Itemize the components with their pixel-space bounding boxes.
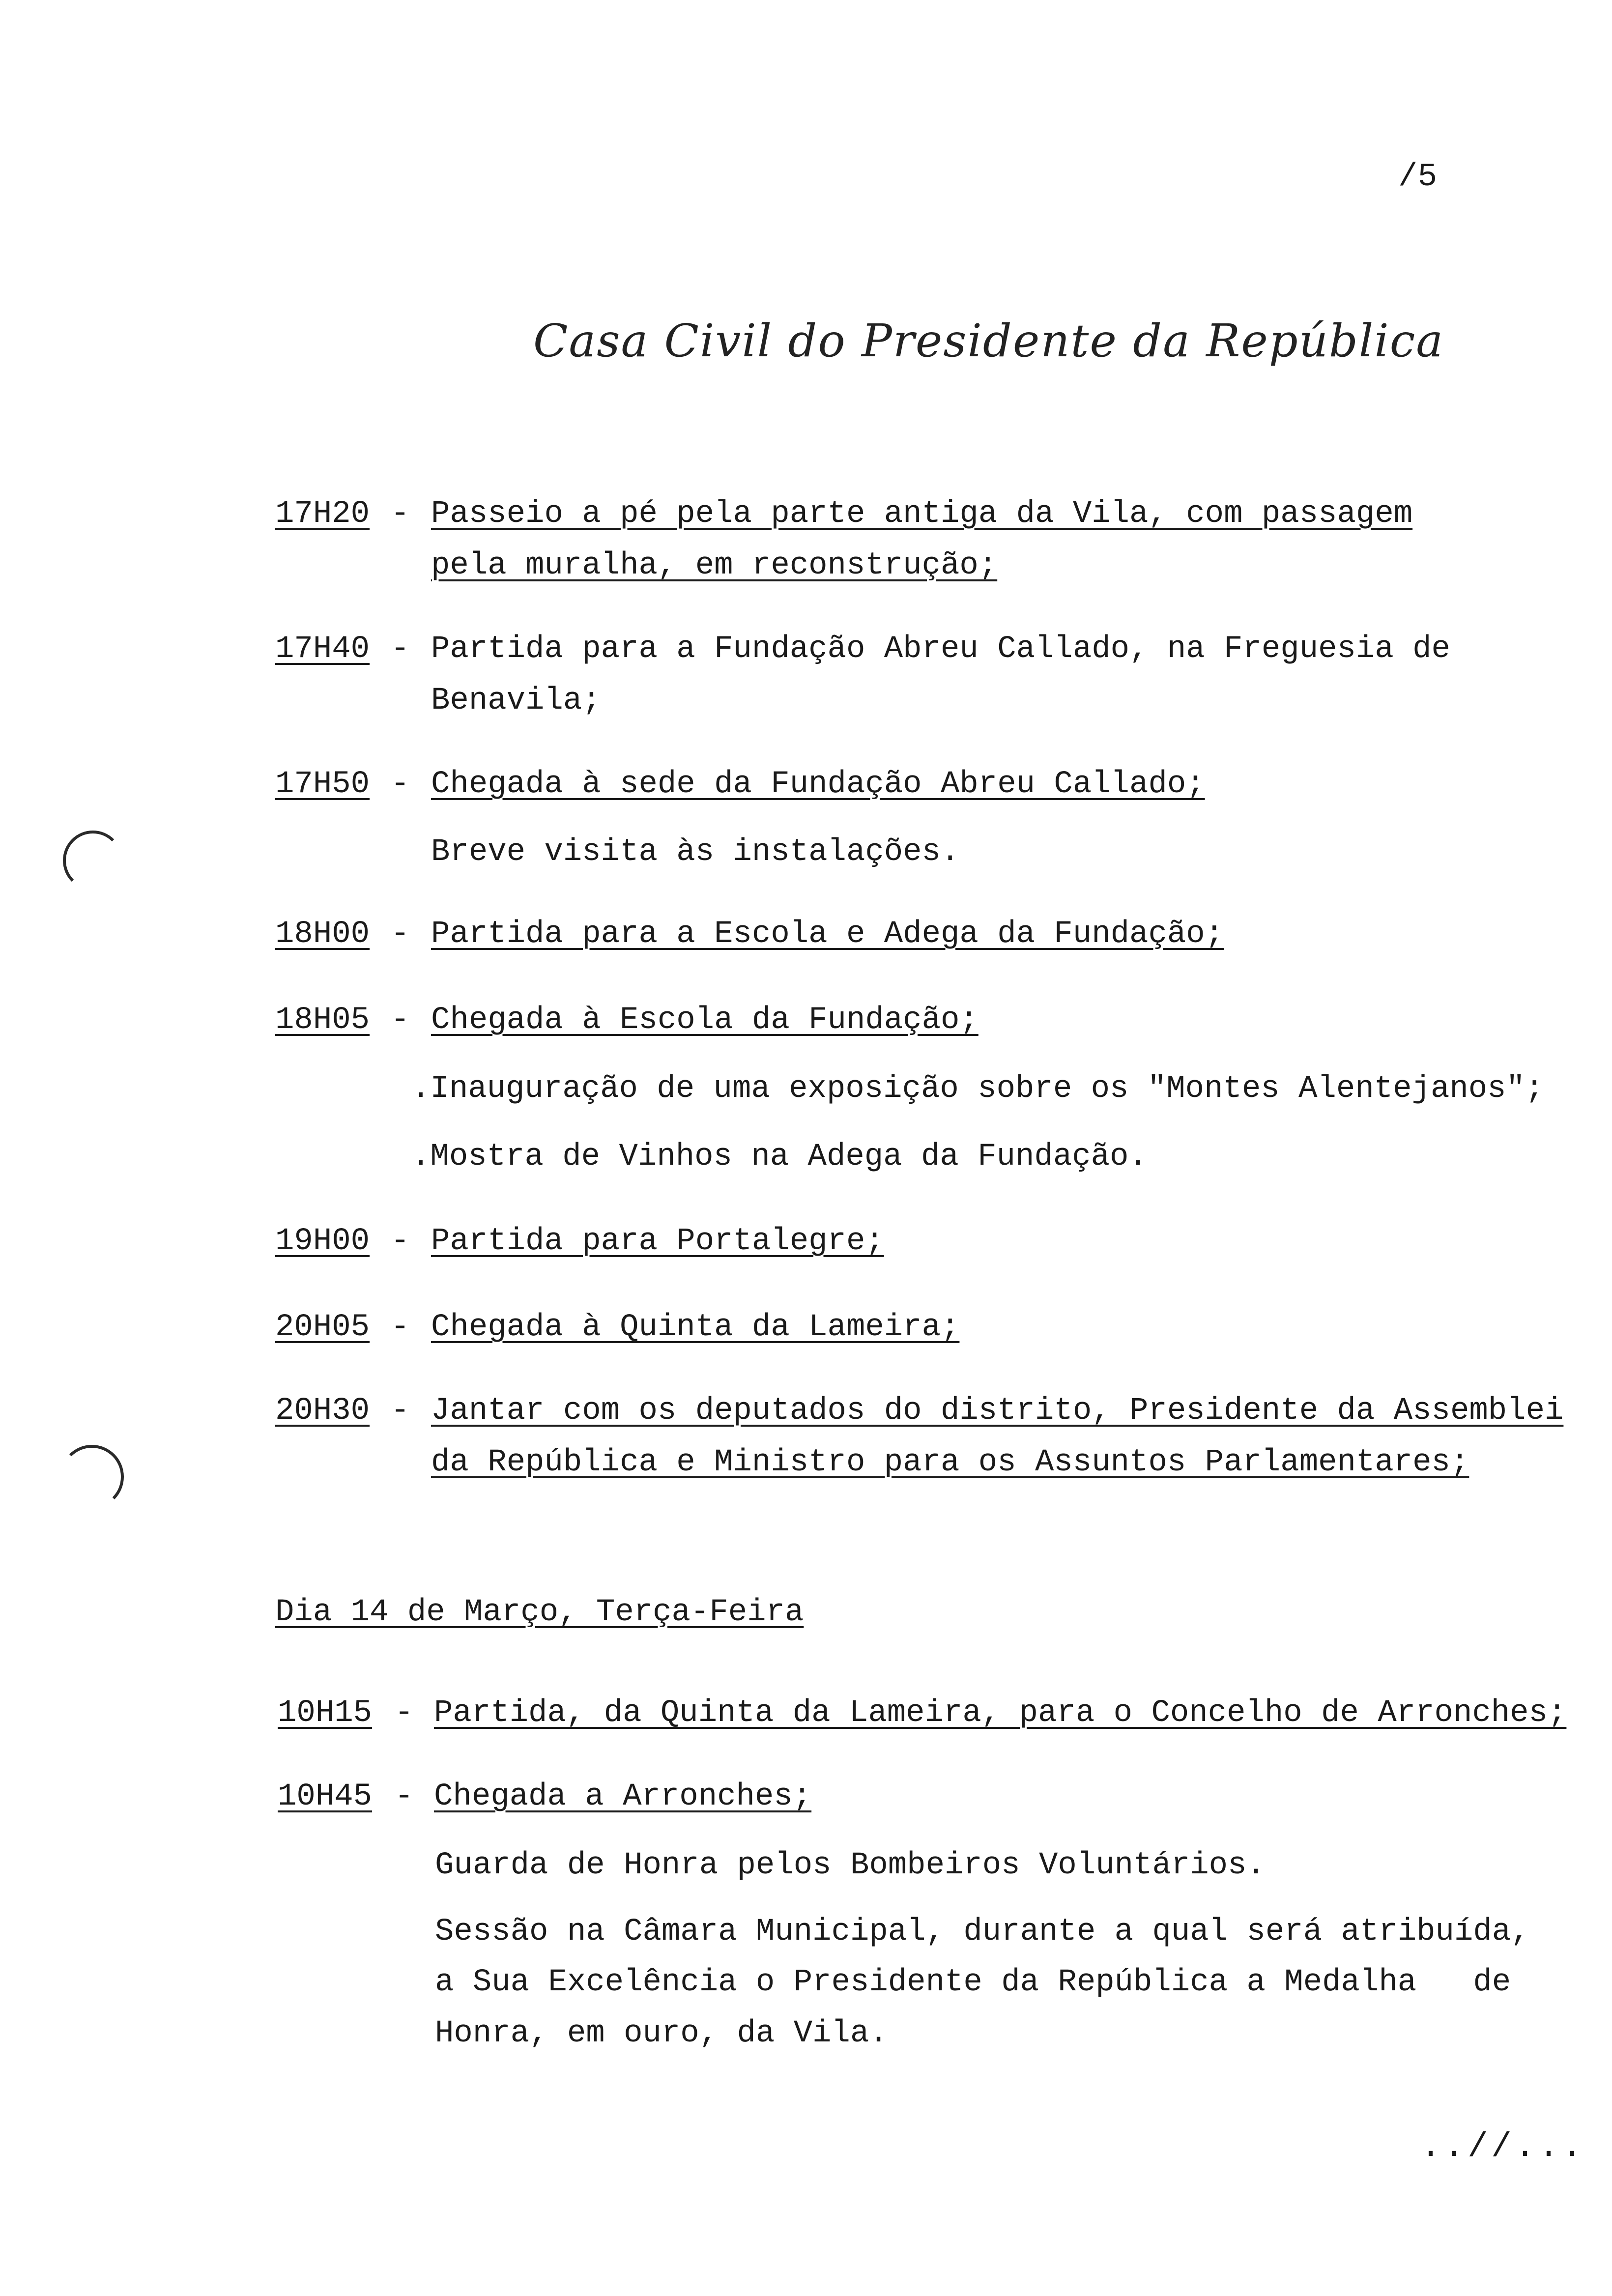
punch-hole-mark-bottom — [60, 1445, 124, 1509]
entry-note: Breve visita às instalações. — [431, 834, 960, 870]
entry-time: 20H05 — [275, 1310, 370, 1345]
entry-dash: - — [391, 1003, 410, 1038]
entry-note: a Sua Excelência o Presidente da República a Medalha de — [435, 1965, 1511, 2000]
entry-note: .Mostra de Vinhos na Adega da Fundação. — [411, 1139, 1148, 1175]
entry-dash: - — [391, 767, 410, 802]
entry-time: 10H15 — [278, 1695, 373, 1731]
entry-time: 18H05 — [275, 1003, 370, 1038]
entry-time: 17H20 — [275, 496, 370, 532]
entry-time: 10H45 — [278, 1779, 373, 1814]
entry-dash: - — [391, 1224, 410, 1259]
entry-dash: - — [395, 1695, 414, 1731]
entry-line: Partida para Portalegre; — [431, 1224, 884, 1259]
entry-note: Guarda de Honra pelos Bombeiros Voluntários. — [435, 1848, 1266, 1883]
entry-dash: - — [391, 496, 410, 532]
entry-line: Chegada à Quinta da Lameira; — [431, 1310, 960, 1345]
entry-note: Honra, em ouro, da Vila. — [435, 2016, 888, 2051]
entry-time: 17H50 — [275, 767, 370, 802]
entry-time: 17H40 — [275, 631, 370, 667]
entry-line: Passeio a pé pela parte antiga da Vila, com passagem — [431, 496, 1413, 532]
entry-line: Partida para a Escola e Adega da Fundação; — [431, 917, 1224, 952]
entry-line: pela muralha, em reconstrução; — [431, 548, 998, 583]
entry-line: Jantar com os deputados do distrito, Presidente da Assemblei — [431, 1393, 1564, 1429]
entry-note: .Inauguração de uma exposição sobre os "Montes Alentejanos"; — [411, 1071, 1544, 1107]
letterhead: Casa Civil do Presidente da República — [533, 315, 1444, 367]
entry-note: Sessão na Câmara Municipal, durante a qual será atribuída, — [435, 1914, 1530, 1950]
entry-dash: - — [391, 631, 410, 667]
entry-time: 20H30 — [275, 1393, 370, 1429]
entry-line: Benavila; — [431, 683, 601, 718]
entry-time: 18H00 — [275, 917, 370, 952]
entry-line: Chegada à sede da Fundação Abreu Callado; — [431, 767, 1205, 802]
continuation-mark: ..//... — [1420, 2128, 1586, 2167]
entry-dash: - — [391, 1310, 410, 1345]
entry-dash: - — [391, 1393, 410, 1429]
day2-heading: Dia 14 de Março, Terça-Feira — [275, 1595, 804, 1630]
entry-line: Partida para a Fundação Abreu Callado, na Freguesia de — [431, 631, 1450, 667]
entry-dash: - — [391, 917, 410, 952]
entry-line: da República e Ministro para os Assuntos Parlamentares; — [431, 1445, 1469, 1480]
entry-time: 19H00 — [275, 1224, 370, 1259]
entry-line: Chegada a Arronches; — [434, 1779, 812, 1814]
punch-hole-mark-top — [63, 831, 123, 890]
entry-dash: - — [395, 1779, 414, 1814]
entry-line: Chegada à Escola da Fundação; — [431, 1003, 979, 1038]
page-number: /5 — [1398, 158, 1438, 195]
entry-line: Partida, da Quinta da Lameira, para o Concelho de Arronches; — [434, 1695, 1567, 1731]
